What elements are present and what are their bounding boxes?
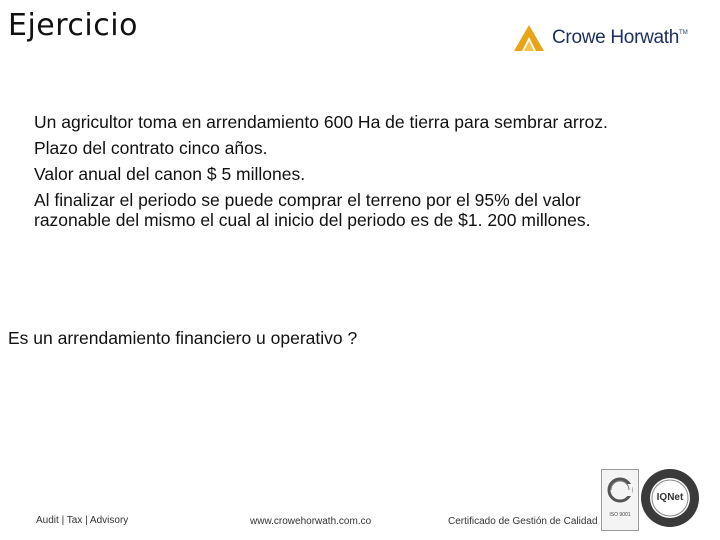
crowe-horwath-logo — [512, 20, 702, 56]
logo-text: Crowe Horwath — [552, 27, 680, 48]
iqnet-certification-badge — [640, 468, 700, 528]
logo-trademark: TM — [679, 30, 688, 36]
paragraph-1: Un agricultor toma en arrendamiento 600 Ha de tierra para sembrar arroz. — [34, 112, 608, 132]
iqnet-label: IQNet — [656, 492, 684, 503]
slide-title: Ejercicio — [8, 8, 138, 43]
iso-certification-badge — [601, 469, 639, 531]
exercise-body — [34, 112, 654, 236]
paragraph-2: Plazo del contrato cinco años. — [34, 138, 268, 158]
paragraph-4: Al finalizar el periodo se puede comprar el terreno por el 95% del valor razonable del mismo el cual al inicio del periodo es de $1. 200 millones. — [34, 190, 591, 230]
crowe-triangle-icon — [512, 23, 546, 53]
footer-certificate: Certificado de Gestión de Calidad — [448, 516, 598, 527]
question-text: Es un arrendamiento financiero u operativo ? — [8, 328, 358, 348]
iso-label: ISO 9001 — [609, 512, 631, 518]
iso-seal-icon — [602, 470, 638, 510]
footer-services: Audit | Tax | Advisory — [36, 515, 129, 526]
footer-website: www.crowehorwath.com.co — [250, 516, 372, 527]
paragraph-3: Valor anual del canon $ 5 millones. — [34, 164, 306, 184]
